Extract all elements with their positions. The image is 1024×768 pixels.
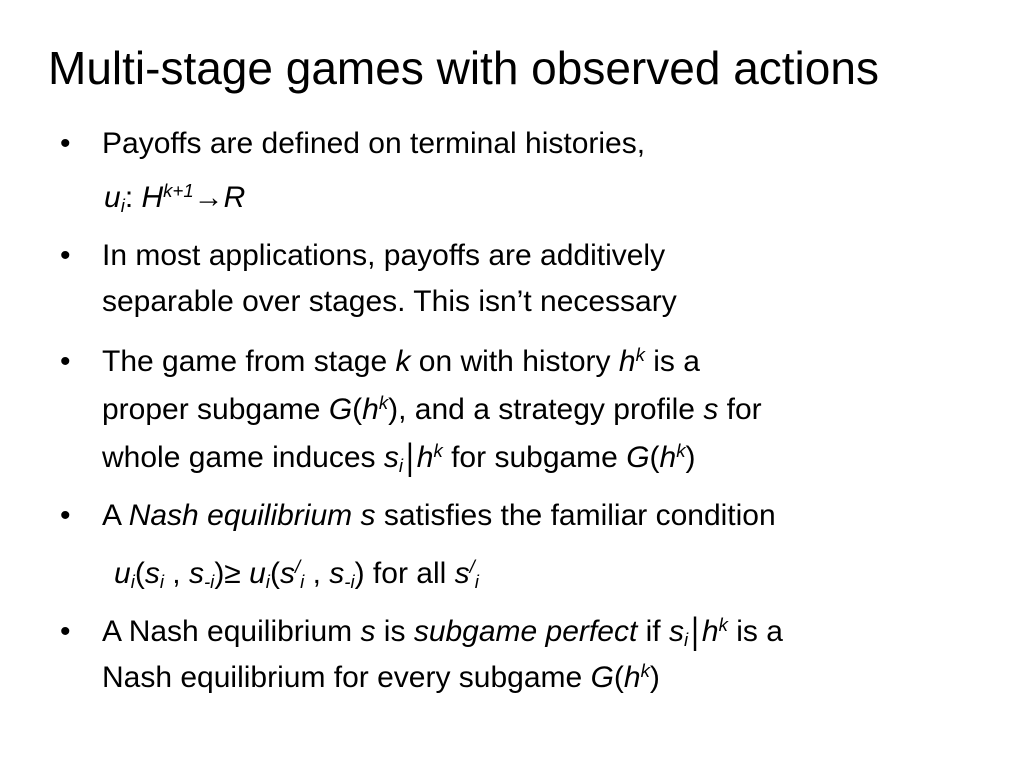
bullet-3-line-1: The game from stage k on with history $h^k$ is a [102,343,700,378]
slide-title: Multi-stage games with observed actions [48,42,879,94]
bullet-icon: • [60,615,71,648]
payoff-function-formula: $u_i$: $H^{k+1}\to R$ [104,179,246,217]
bullet-icon: • [60,127,71,160]
bullet-icon: • [60,239,71,272]
bullet-icon: • [60,499,71,532]
bullet-icon: • [60,345,71,378]
bullet-3-line-3: whole game induces $s_i$ | $h^k$ for subgame $G(h^k)$ [102,436,696,478]
bullet-5-line-2: Nash equilibrium for every subgame $G(h^k)$ [102,659,660,694]
bullet-3-line-2: proper subgame $G(h^k)$, and a strategy profile s for [102,391,762,426]
bullet-4-text: A Nash equilibrium s satisfies the familiar condition [102,499,776,532]
bullet-1-text: Payoffs are defined on terminal histories, [102,127,646,160]
bullet-2-line-2: separable over stages. This isn’t necessary [102,285,677,318]
bullet-5-line-1: A Nash equilibrium s is subgame perfect if $s_i$ | $h^k$ is a [102,610,783,652]
nash-condition-formula: $u_i(s_i$ , $s_{-i})\ge u_i(s^/_i$ , $s_{-i}$) for all $s^/_i$ [114,555,479,593]
bullet-2-line-1: In most applications, payoffs are additively [102,239,666,272]
